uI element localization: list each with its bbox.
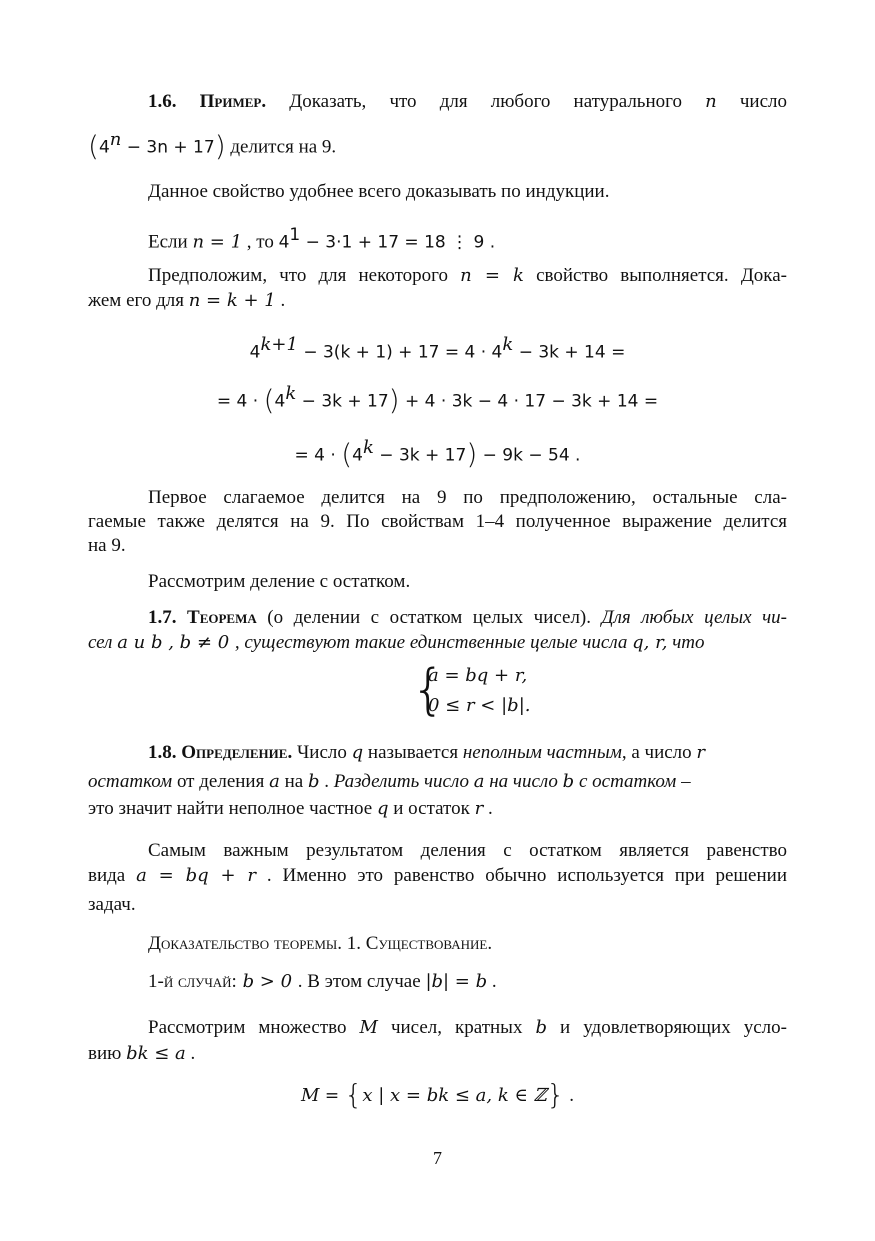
- eq3-start: = 4 ·: [294, 445, 342, 466]
- equality-text-a: вида: [88, 865, 137, 886]
- equation-3: [88, 436, 787, 471]
- theorem-qr: q, r,: [632, 632, 668, 653]
- step-text: жем его для: [88, 290, 189, 311]
- base-power: 4: [278, 232, 290, 253]
- eq2-start: = 4 ·: [216, 391, 264, 412]
- proof-case: [148, 970, 787, 994]
- definition-label: Определение.: [181, 742, 293, 763]
- definition-number: 1.8.: [148, 742, 177, 763]
- set-def-content: x | x = bk ≤ a, k ∈ ℤ: [362, 1085, 547, 1106]
- system-eq-2-text: 0 ≤ r < |b|.: [428, 695, 531, 716]
- definition-text-f: .: [319, 771, 334, 792]
- definition-line-2: [88, 770, 787, 794]
- equality-line-3: задач.: [88, 894, 136, 915]
- system-eq-2: [428, 694, 628, 718]
- brace-right: }: [546, 1078, 565, 1111]
- base-text: Если: [148, 231, 193, 253]
- set-M: M: [359, 1017, 378, 1038]
- definition-text-d: от деления: [172, 771, 270, 792]
- var-q-2: q: [376, 798, 389, 819]
- var-a-2: a: [473, 771, 485, 792]
- equality-line-1: Самым важным результатом деления с остатком является равенство: [148, 840, 787, 861]
- equality-text-b: . Именно это равенство обычно используется при решении: [256, 865, 787, 886]
- divisible-text: делится на 9.: [230, 136, 337, 158]
- theorem-italic: Для любых целых чи-: [601, 607, 788, 628]
- paren-left: (: [341, 437, 353, 471]
- set-def-end: .: [564, 1085, 574, 1106]
- definition-line-1: [148, 741, 787, 765]
- paren-left: (: [88, 129, 99, 163]
- set-intro-text-c: и удовлетворяющих усло-: [547, 1017, 787, 1038]
- division-intro: Рассмотрим деление с остатком.: [148, 571, 411, 592]
- set-intro-line-1: [148, 1016, 787, 1040]
- paren-right: ): [466, 437, 478, 471]
- expr-base: 4: [98, 137, 110, 158]
- definition-text-b: называется: [363, 742, 463, 763]
- var-n: n: [705, 91, 717, 112]
- induction-note: Данное свойство удобнее всего доказывать по индукции.: [148, 181, 610, 202]
- eq2-end: + 4 · 3k − 4 · 17 − 3k + 14 =: [399, 391, 659, 412]
- expr-rest: − 3n + 17: [121, 137, 215, 158]
- set-intro-text-b: чисел, кратных: [377, 1017, 536, 1038]
- definition-term-quotient: неполным частным: [462, 742, 622, 763]
- definition-dash: –: [676, 771, 691, 792]
- equation-1: [88, 333, 787, 364]
- example-expression-line: [88, 128, 787, 163]
- assumption-line-2: [88, 289, 787, 313]
- page-number: 7: [433, 1148, 442, 1168]
- system-eq-1: [428, 664, 628, 688]
- definition-text-c: , а число: [621, 742, 697, 763]
- base-case: [148, 223, 787, 254]
- set-b: b: [535, 1017, 548, 1038]
- theorem-paren: (о делении с остатком целых чисел).: [256, 607, 602, 628]
- assumption-line-1: [148, 264, 787, 288]
- set-condition: bk ≤ a: [126, 1043, 186, 1064]
- definition-text-g: это значит найти неполное частное: [88, 798, 377, 819]
- theorem-vars: a и b , b ≠ 0: [117, 632, 235, 653]
- conclusion-line-3: на 9.: [88, 535, 126, 556]
- paren-right: ): [388, 383, 400, 417]
- definition-text-i: .: [483, 798, 493, 819]
- brace-left: {: [344, 1078, 363, 1111]
- proof-heading: Доказательство теоремы. 1. Существование.: [148, 933, 493, 954]
- set-intro-text-d: вию: [88, 1043, 127, 1064]
- eq2-base: 4: [274, 391, 286, 412]
- assumption-text-2: свойство выполняется. Дока-: [523, 265, 787, 286]
- var-a: a: [269, 771, 280, 792]
- theorem-label: Теорема: [187, 607, 257, 628]
- definition-line-3: [88, 797, 787, 821]
- eq3-end: − 9k − 54 .: [477, 445, 581, 466]
- base-exp: 1: [289, 225, 301, 245]
- theorem-line-2: [88, 631, 787, 655]
- set-def-M: M: [301, 1085, 320, 1106]
- example-number: 1.6.: [148, 91, 177, 112]
- eq2-inside: − 3k + 17: [296, 391, 389, 412]
- case-text: . В этом случае: [297, 971, 426, 992]
- conclusion-line-2: гаемые также делятся на 9. По свойствам 1–4 полученное выражение делится: [88, 511, 787, 532]
- eq2-exp: k: [285, 383, 297, 404]
- definition-text-a: Число: [292, 742, 352, 763]
- system-eq-1-text: a = bq + r,: [428, 665, 528, 686]
- var-q: q: [351, 742, 364, 763]
- definition-italic-c: с остатком: [574, 771, 677, 792]
- definition-term-remainder: остатком: [88, 771, 173, 792]
- var-b-2: b: [562, 771, 575, 792]
- eq1-end: − 3k + 14 =: [513, 342, 626, 363]
- case-eq: |b| = b: [425, 971, 488, 992]
- example-label: Пример.: [199, 91, 267, 112]
- case-label: 1-й случай:: [148, 971, 237, 992]
- paren-right: ): [214, 129, 226, 163]
- var-r-2: r: [474, 798, 484, 819]
- set-definition: [88, 1078, 787, 1111]
- definition-italic-a: Разделить число: [333, 771, 474, 792]
- eq3-exp: k: [362, 437, 374, 458]
- theorem-text-b: , существуют такие единственные целые числа: [234, 632, 633, 653]
- example-text: Доказать, что для любого натурального: [289, 91, 706, 112]
- eq3-base: 4: [352, 445, 363, 466]
- step-text-end: .: [275, 290, 286, 311]
- system-brace: {: [411, 658, 446, 721]
- paren-left: (: [263, 383, 275, 417]
- definition-text-e: на: [279, 771, 308, 792]
- case-end: .: [487, 971, 497, 992]
- case-cond: b > 0: [236, 971, 298, 992]
- equality-line-2: [88, 864, 787, 888]
- set-intro-text-a: Рассмотрим множество: [148, 1017, 360, 1038]
- theorem-text-a: сел: [88, 632, 118, 653]
- var-r: r: [696, 742, 706, 763]
- set-def-eq: =: [319, 1086, 345, 1106]
- base-rest: − 3·1 + 17 = 18 ⋮ 9 .: [300, 232, 496, 253]
- eq3-inside: − 3k + 17: [373, 445, 467, 466]
- equality-eq: a = bq + r: [136, 865, 256, 886]
- set-intro-text-e: .: [185, 1043, 196, 1064]
- theorem-line-1: [148, 606, 787, 630]
- eq1-exp: k+1: [260, 334, 298, 355]
- theorem-number: 1.7.: [148, 607, 177, 628]
- conclusion-line-1: Первое слагаемое делится на 9 по предположению, остальные сла-: [148, 487, 787, 508]
- step-eq: n = k + 1: [188, 290, 276, 311]
- definition-italic-b: на число: [484, 771, 563, 792]
- eq1-mid: − 3(k + 1) + 17 = 4 · 4: [297, 342, 503, 363]
- eq1-base: 4: [249, 342, 261, 363]
- assumption-text: Предположим, что для некоторого: [148, 265, 461, 286]
- equation-2: [88, 382, 787, 417]
- var-b: b: [307, 771, 320, 792]
- example-heading-line: [148, 90, 787, 114]
- example-text-end: число: [739, 91, 788, 112]
- base-cond: n = 1: [192, 231, 243, 253]
- set-intro-line-2: [88, 1042, 787, 1066]
- expr-exp: n: [109, 129, 122, 150]
- definition-text-h: и остаток: [388, 798, 475, 819]
- base-text-2: , то: [242, 231, 279, 253]
- assumption-eq: n = k: [460, 265, 524, 286]
- theorem-text-c: что: [667, 632, 705, 653]
- eq1-exp2: k: [502, 334, 514, 355]
